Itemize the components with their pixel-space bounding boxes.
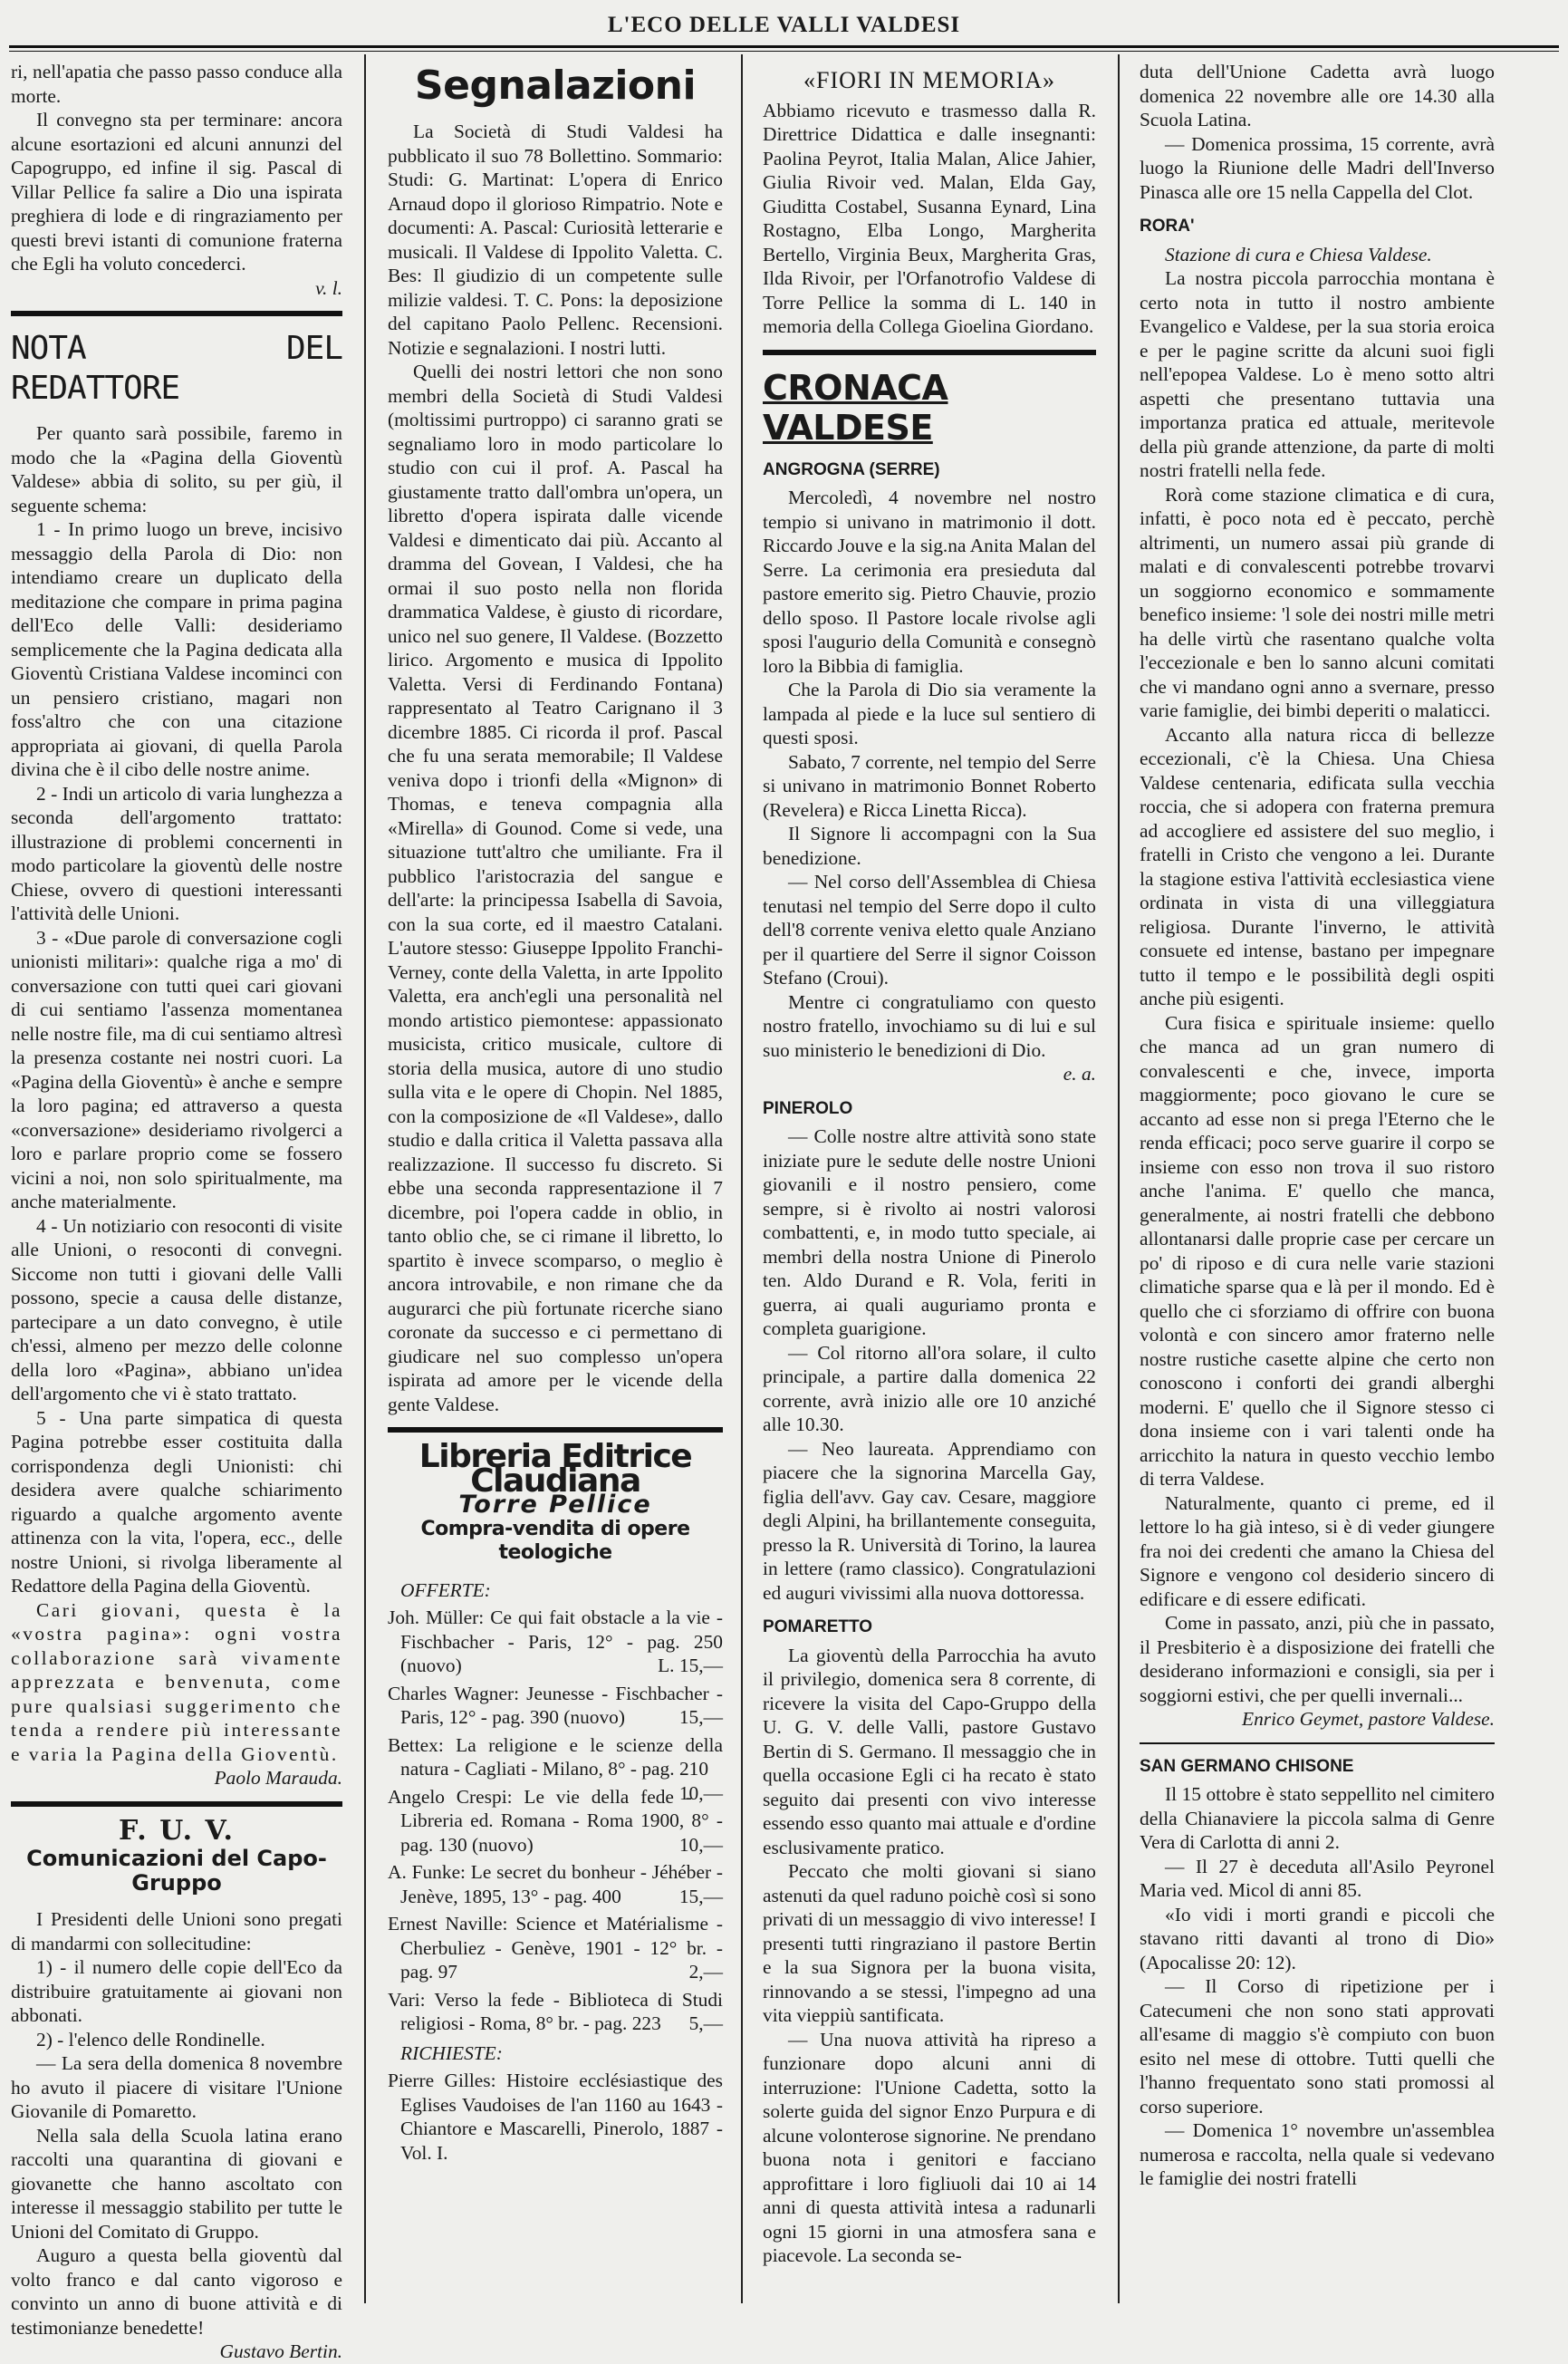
entry-price: 15,— [678, 1885, 723, 1907]
list-item [388, 1682, 723, 1730]
paragraph: 1 - In primo luogo un breve, incisivo messaggio della Parola di Dio: non intendiamo creare un duplicato della meditazione che compare in prima pagina dell'Eco delle Valli: desideriamo semplicemente che la Pagina dedicata alla Gioventù Cristiana Valdese incominci con un pensiero cristiano, magari non foss'altro che con una citazione appropriata ai giovani, di quella Parola divina che è il cibo delle nostre anime. [11, 518, 342, 780]
entry-price: 2,— [688, 1961, 723, 1983]
paragraph: Per quanto sarà possibile, faremo in modo che la «Pagina della Gioventù Valdese» abbia di solito, su per giù, il seguente schema: [11, 422, 342, 516]
paragraph: Il convegno sta per terminare: ancora alcune esortazioni ed alcuni annunzi del Capogruppo, ed infine il sig. Pascal di Villar Pellice fa salire a Dio una ispirata preghiera di lode e di ringraziamento per questi brevi istanti di comunione fraterna che Egli ha voluto concederci. [11, 109, 342, 275]
signature: Paolo Marauda. [214, 1767, 342, 1789]
paragraph: Rorà come stazione climatica e di cura, infatti, è poco nota ed è peccato, perchè altrimenti, un numero assai più grande di malati e di convalescenti potrebbe trovarvi un soggiorno economico e sommamente benefico insieme: 'l sole dei nostri mille metri ha delle virtù che rasentano qualche volta l'eccezionale e ben lo sanno alcuni comitati che vi mandano ogni anno a svernare, presso varie famiglie, dei bimbi deperiti o malaticci. [1140, 483, 1495, 721]
column-4 [1140, 60, 1495, 2307]
paragraph: 2 - Indi un articolo di varia lunghezza a seconda dell'argomento trattato: illustrazione di problemi concernenti in modo particolare la gioventù delle nostre Chiese, ovvero di questioni interessanti l'attività delle Unioni. [11, 782, 342, 924]
entry-price: 5,— [688, 2012, 723, 2034]
segnalazioni-heading: Segnalazioni [414, 63, 697, 109]
paragraph: 2) - l'elenco delle Rondinelle. [36, 2028, 265, 2050]
signature: e. a. [1063, 1063, 1096, 1085]
paragraph: Mercoledì, 4 novembre nel nostro tempio si univano in matrimonio il dott. Riccardo Jouve e la sig.na Anita Malan del Serre. La cerimonia era presieduta dal pastore emerito sig. Pietro Chauvie, prozio dello sposo. Il Pastore locale rivolse agli sposi l'augurio della Comunità e consegnò loro la Bibbia di famiglia. [763, 487, 1096, 677]
paragraph: Nella sala della Scuola latina erano raccolti una quarantina di giovani e giovanette che hanno ascoltato con interesse il messaggio stabilito per tutte le Unioni del Comitato di Gruppo. [11, 2124, 342, 2243]
column-divider [364, 54, 366, 2303]
column-3 [763, 60, 1096, 2307]
entry-text: Vari: Verso la fede - Biblioteca di Studi religiosi - Roma, 8° br. - pag. 223 [388, 1988, 723, 2034]
signature: Enrico Geymet, pastore Valdese. [1242, 1708, 1495, 1730]
column-2 [388, 60, 723, 2307]
section-heading: SAN GERMANO CHISONE [1140, 1756, 1354, 1776]
fiori-heading: «FIORI IN MEMORIA» [803, 67, 1055, 93]
column-divider [741, 54, 743, 2303]
paragraph: 4 - Un notiziario con resoconti di visite alle Unioni, o resoconti di convegni. Siccome non tutti i giovani delle Valli possono, specie a causa delle distanze, partecipare a un dato convegno, è utile ch'essi, almeno per mezzo delle colonne della loro «Pagina», abbiano un'idea dell'argomento che vi è stato trattato. [11, 1214, 342, 1404]
signature: v. l. [315, 276, 342, 299]
paragraph: — Neo laureata. Apprendiamo con piacere che la signorina Marcella Gay, figlia dell'avv. Gay cav. Cesare, maggiore degli Alpini, ha brillantemente conseguita, presso la R. Università di Torino, la laurea in lettere (ramo classico). Congratulazioni ed auguri vivissimi alla nuova dottoressa. [763, 1437, 1096, 1604]
paragraph: Come in passato, anzi, più che in passato, il Presbiterio è a disposizione dei fratelli che desiderano informazioni e consigli, sia per i soggiorni estivi, che per quelli invernali... [1140, 1612, 1495, 1706]
entry-price: 15,— [678, 1706, 723, 1728]
entry-text: Joh. Müller: Ce qui fait obstacle a la vie - Fischbacher - Paris, 12° - pag. 250 (nuovo) [388, 1607, 723, 1676]
section-rule [388, 1427, 723, 1433]
paragraph: Quelli dei nostri lettori che non sono membri della Società di Studi Valdesi (moltissimi purtroppo) ci saranno grati se segnaliamo loro in modo particolare lo studio con cui il prof. A. Pascal ha giustamente tratto dall'ombra un'opera, un libretto d'opera ispirata dalle vicende Valdesi e dimenticato dai più. Accanto al dramma del Govean, I Valdesi, che ha ormai il suo posto nella non florida drammatica Valdese, è giusto di ricordare, unico nel suo genere, Il Valdese. (Bozzetto lirico. Argomento e musica di Ippolito Valetta. Versi di Ferdinando Fontana) rappresentato al Teatro Carignano il 3 dicembre 1885. Ci ricorda il prof. Pascal che fu una serata memorabile; Il Valdese veniva dopo i trionfi della «Mignon» di Thomas, e teneva compagnia alla «Mirella» di Gounod. Come si vede, una situazione tutt'altro che umiliante. Fra il pubblico l'aristocrazia del sangue e dell'arte: la principessa Isabella di Savoia, con la sua corte, ed il maestro Catalani. L'autore stesso: Giuseppe Ippolito Franchi-Verney, conte della Valetta, in arte Ippolito Valetta, era anch'egli una personalità nel mondo artistico piemontese: appassionato musicista, critico musicale, cultore di storia della musica, autore di uno studio sulla vita e le opere di Chopin. Nel 1885, con la composizione de «Il Valdese», dallo studio e dalla critica il Valetta passava alla realizzazione. Il successo fu discreto. Si ebbe una seconda rappresentazione il 7 dicembre, poi l'opera cadde in oblio, in tanto oblio che, se ci rimane il libretto, lo spartito è invece scomparso, o meglio è ancora introvabile, e non rimane che da augurarci che più fortunate ricerche siano coronate da successo e ci permettano di giudicare nel suo complesso un'opera ispirata ad amore per le vicende della gente Valdese. [388, 361, 723, 1415]
entry-text: Angelo Crespi: Le vie della fede - Libreria ed. Romana - Roma 1900, 8° - pag. 130 (nuovo) [388, 1785, 723, 1856]
paragraph: — Domenica 1° novembre un'assemblea numerosa e raccolta, nella quale si vedevano le famiglie dei nostri fratelli [1140, 2119, 1495, 2189]
header-rule [9, 45, 1559, 48]
entry-text: Charles Wagner: Jeunesse - Fischbacher - Paris, 12° - pag. 390 (nuovo) [388, 1682, 723, 1728]
ad-title: Libreria Editrice Claudiana [418, 1438, 692, 1500]
paragraph: I Presidenti delle Unioni sono pregati di mandarmi con sollecitudine: [11, 1908, 342, 1954]
list-item: Pierre Gilles: Histoire ecclésiastique des Eglises Vaudoises de l'an 1160 au 1643 - Chiantore e Mascarelli, Pinerolo, 1887 - Vol. I. [388, 2070, 723, 2164]
section-heading: ANGROGNA (SERRE) [763, 459, 940, 479]
paragraph: «Io vidi i morti grandi e piccoli che stavano ritti davanti al trono di Dio» (Apocalisse 20: 12). [1140, 1903, 1495, 1973]
paragraph: Il 15 ottobre è stato seppellito nel cimitero della Chianaviere la piccola salma di Genre Vera di Carlotta di anni 2. [1140, 1783, 1495, 1853]
section-subheading: Stazione di cura e Chiesa Valdese. [1165, 243, 1432, 265]
paragraph: — Il Corso di ripetizione per i Catecumeni che non sono stati approvati all'esame di maggio s'è compiuto con buon esito nel mese di ottobre. Tutti quelli che l'hanno frequentato sono stati promossi al corso superiore. [1140, 1975, 1495, 2118]
paragraph: — Colle nostre altre attività sono state iniziate pure le sedute delle nostre Unioni giovanili e il nostro pensiero, come sempre, si è rivolto ai nostri valorosi combattenti, e, in modo tutto speciale, ai membri della nostra Unione di Pinerolo ten. Aldo Durand e R. Vola, feriti in guerra, ai quali auguriamo pronta e completa guarigione. [763, 1125, 1096, 1339]
paragraph: 1) - il numero delle copie dell'Eco da distribuire gratuitamente ai giovani non abbonati. [11, 1956, 342, 2026]
claudiana-ad [388, 1438, 723, 1566]
column-divider [1118, 54, 1120, 2303]
list-item [388, 1860, 723, 1908]
list-item [388, 1988, 723, 2036]
section-heading: POMARETTO [763, 1617, 873, 1636]
paragraph: duta dell'Unione Cadetta avrà luogo domenica 22 novembre alle ore 14.30 alla Scuola Latina. [1140, 61, 1495, 130]
paragraph: 3 - «Due parole di conversazione cogli unionisti militari»: qualche riga a mo' di conversazione con tutti quei cari giovani di cui sentiamo l'assenza momentanea nelle nostre file, ma di cui sentiamo altresì la presenza costante nei nostri cuori. La «Pagina della Gioventù» è anche e sempre la loro pagina; ed attraverso a questa «conversazione» desideriamo rivolgerci a loro e parlare proprio come se fossero vicini a noi, non solo spiritualmente, ma anche materialmente. [11, 926, 342, 1212]
column-1 [11, 60, 342, 2362]
paragraph: Che la Parola di Dio sia veramente la lampada al piede e la luce sul sentiero di questi sposi. [763, 679, 1096, 748]
paragraph: Cari giovani, questa è la «vostra pagina»: ogni vostra collaborazione sarà vivamente apprezzata e benvenuta, come pure qualsiasi suggerimento che tenda a rendere più interessante e varia la Pagina della Gioventù. [11, 1598, 342, 1765]
paragraph: Peccato che molti giovani si siano astenuti da quel raduno poichè così si sono privati di un messaggio di vivo interesse! I presenti tutti ringraziano il pastore Bertin e la sua Signora per la buona visita, rinnovando a se stessi, l'impegno ad una vita vieppiù santificata. [763, 1860, 1096, 2026]
paragraph: — Nel corso dell'Assemblea di Chiesa tenutasi nel tempio del Serre dopo il culto dell'8 corrente veniva eletto quale Anziano per il quartiere del Serre il signor Coisson Stefano (Croui). [763, 871, 1096, 989]
entry-text: A. Funke: Le secret du bonheur - Jéhéber - Jenève, 1895, 13° - pag. 400 [388, 1861, 723, 1907]
paragraph: La nostra piccola parrocchia montana è certo nota in tutto il nostro ambiente Evangelico e Valdese, per la sua storia eroica e per le pagine scritte da alcuni suoi figli nell'epopea Valdese. Lo è meno sotto altri aspetti che presentano tuttavia una importanza pratica ed attuale, meritevole della più grande attenzione, da parte di molti nostri fratelli nella fede. [1140, 267, 1495, 481]
fuv-heading: F. U. V. [119, 1814, 235, 1847]
section-heading: RORA' [1140, 217, 1195, 236]
list-item [388, 1733, 723, 1804]
paragraph: Il Signore li accompagni con la Sua benedizione. [763, 823, 1096, 869]
paragraph: ri, nell'apatia che passo passo conduce alla morte. [11, 61, 342, 107]
list-item [388, 1606, 723, 1678]
signature: Gustavo Bertin. [219, 2340, 342, 2362]
paragraph: — La sera della domenica 8 novembre ho avuto il piacere di visitare l'Unione Giovanile di Pomaretto. [11, 2052, 342, 2122]
entry-price: 10,— [678, 1781, 723, 1804]
paragraph: — Col ritorno all'ora solare, il culto principale, a partire dalla domenica 22 corrente, avrà inizio alle ore 10 anziché alle 10.30. [763, 1341, 1096, 1435]
ad-subtitle: Compra-vendita di opere teologiche [420, 1517, 690, 1564]
paragraph: — Domenica prossima, 15 corrente, avrà luogo la Riunione delle Madri dell'Inverso Pinasca alle ore 15 nella Cappella del Clot. [1140, 132, 1495, 203]
paragraph: — Una nuova attività ha ripreso a funzionare dopo alcuni anni di interruzione: l'Unione Cadetta, sotto la solerte guida del signor Enzo Purpura e di alcune volonterose signorine. Ne prendano buona nota i genitori e facciano approfittare i loro figliuoli dai 10 ai 14 anni di questa attività intesa a radunarli ogni 15 giorni in una atmosfera sana e piacevole. La seconda se- [763, 2028, 1096, 2266]
header-rule-thin [9, 51, 1559, 52]
ad-city: Torre Pellice [458, 1491, 652, 1519]
entry-price: 10,— [678, 1833, 723, 1856]
paragraph: Sabato, 7 corrente, nel tempio del Serre si univano in matrimonio Bonnet Roberto (Revelera) e Ricca Linetta Ricca). [763, 750, 1096, 821]
paragraph: Mentre ci congratuliamo con questo nostro fratello, invochiamo su di lui e sul suo ministerio le benedizioni di Dio. [763, 990, 1096, 1061]
section-heading: PINEROLO [763, 1098, 853, 1118]
section-rule [1140, 1742, 1495, 1744]
section-rule [11, 311, 342, 316]
paragraph: Auguro a questa bella gioventù dal volto franco e dal canto vigoroso e convinto un anno di buone attività e di testimonianze benedette! [11, 2244, 342, 2339]
paragraph: La Società di Studi Valdesi ha pubblicato il suo 78 Bollettino. Sommario: Studi: G. Martinat: L'opera di Enrico Arnaud dopo il glorioso Rimpatrio. Note e documenti: A. Pascal: Curiosità letterarie e musicali. Il Valdese di Ippolito Valetta. C. Bes: Il giudizio di un competente sulle milizie valdesi. T. C. Pons: la deposizione del capitano Paolo Pellenc. Recensioni. Notizie e segnalazioni. I nostri lutti. [388, 121, 723, 359]
paragraph: Abbiamo ricevuto e trasmesso dalla R. Direttrice Didattica e dalle insegnanti: Paolina Peyrot, Italia Malan, Alice Jahier, Giulia Rivoir ved. Malan, Elda Gay, Giuditta Costabel, Susanna Eynard, Lina Rostagno, Elba Longo, Margherita Bertello, Virginia Beux, Margherita Gras, Ilda Rivoir, per l'Orfanotrofio Valdese di Torre Pellice la somma di L. 140 in memoria della Collega Gioelina Giordano. [763, 99, 1096, 337]
newspaper-title: L'ECO DELLE VALLI VALDESI [607, 13, 961, 37]
page-header [0, 0, 1568, 51]
fuv-subheading: Comunicazioni del Capo-Gruppo [26, 1846, 327, 1896]
offerte-label: OFFERTE: [400, 1578, 491, 1601]
paragraph: Accanto alla natura ricca di bellezze eccezionali, c'è la Chiesa. Una Chiesa Valdese centenaria, edificata sulla vecchia roccia, che si adopera con fraterna premura ad accogliere ed assistere del suo meglio, i fratelli in Cristo che vengono a lei. Durante la stagione estiva l'attività ecclesiastica viene ordinata in vista di una villeggiatura religiosa. Durante l'inverno, le attività consuete ed intense, bastano per impegnare tutto il tempo e le possibilità degli ospiti anche più esigenti. [1140, 723, 1495, 1009]
paragraph: Naturalmente, quanto ci preme, ed il lettore lo ha già inteso, si è di veder giungere fra noi dei credenti che amano la Chiesa del Signore e vengono col desiderio sincero di edificare e di essere edificati. [1140, 1491, 1495, 1610]
section-rule [763, 350, 1096, 355]
entry-text: Ernest Naville: Science et Matérialisme - Cherbuliez - Genève, 1901 - 12° br. - pag. 97 [388, 1913, 723, 1983]
cronaca-heading: CRONACA VALDESE [763, 367, 948, 448]
entry-text: Bettex: La religione e le scienze della natura - Cagliati - Milano, 8° - pag. 210 [388, 1733, 723, 1780]
paragraph: 5 - Una parte simpatica di questa Pagina potrebbe esser costituita dalla corrispondenza degli Unionisti: chi desidera avere qualche schiarimento riguardo a qualche argomento avente attinenza con la vita, l'opera, ecc., delle nostre Unioni, si rivolga liberamente al Redattore della Pagina della Gioventù. [11, 1406, 342, 1597]
section-rule [11, 1801, 342, 1807]
paragraph: — Il 27 è deceduta all'Asilo Peyronel Maria ved. Micol di anni 85. [1140, 1855, 1495, 1901]
richieste-label: RICHIESTE: [400, 2041, 503, 2064]
list-item [388, 1785, 723, 1857]
entry-price: L. 15,— [658, 1655, 723, 1676]
nota-redattore-heading: NOTA DEL REDATTORE [11, 330, 342, 407]
paragraph: Cura fisica e spirituale insieme: quello che manca ad un gran numero di convalescenti e che, invece, importa maggiormente; poco giovano le cure se accanto ad esse non si prega l'Eterno che le renda efficaci; poco serve guarire il corpo se insieme con esso non trova il suo ristoro anche l'anima. E' quello che manca, generalmente, ai nostri fratelli che debbono allontanarsi dalle proprie case per cercare un po' di riposo e di cura nelle varie stazioni climatiche sparse qua e là per il mondo. Ed è quello che ci sforziamo di offrire con buona volontà e con sincero amor fraterno nelle nostre rustiche casette alpine che certo non conoscono i conforti dei grandi alberghi moderni. E' quello che il Signore stesso ci dona insieme con i vari talenti onde ha arricchito la natura in questo vecchio lembo di terra Valdese. [1140, 1011, 1495, 1490]
paragraph: La gioventù della Parrocchia ha avuto il privilegio, domenica sera 8 corrente, di ricevere la visita del Capo-Gruppo della U. G. V. delle Valli, pastore Gustavo Bertin di S. Germano. Il messaggio che in quella occasione Egli ci ha recato è stato seguito dai presenti con vivo interesse essendo esso quanto mai attuale e d'ordine esclusivamente pratico. [763, 1644, 1096, 1858]
list-item [388, 1912, 723, 1984]
